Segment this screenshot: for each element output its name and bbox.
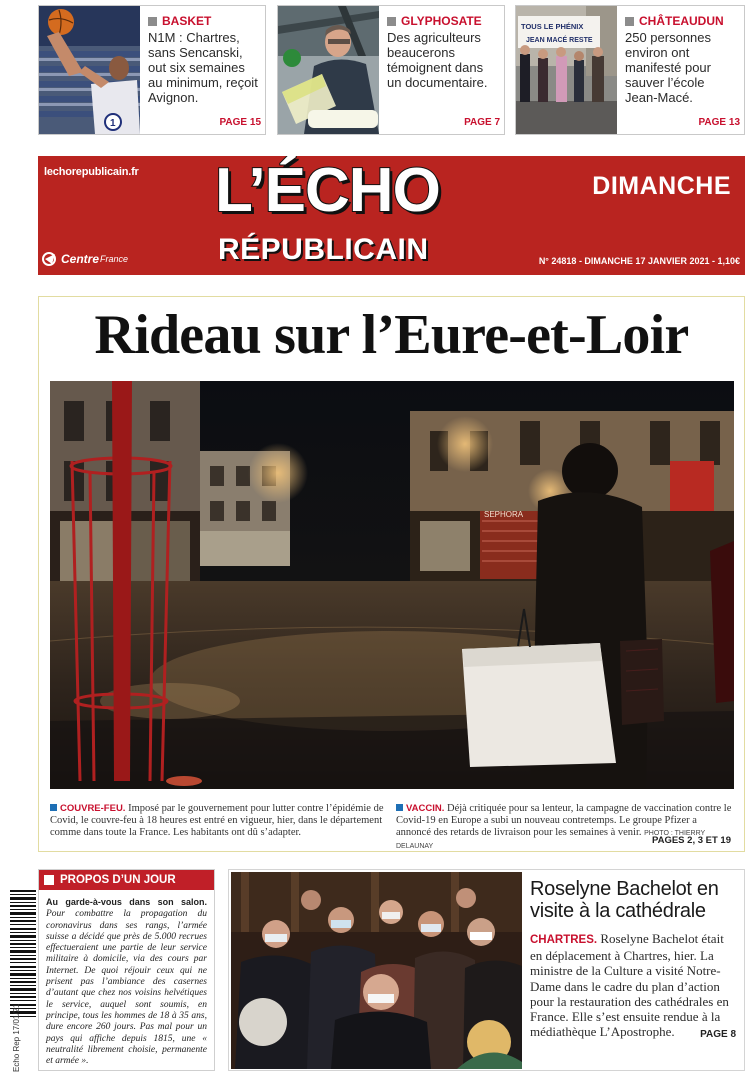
caption-curfew: COUVRE-FEU. Imposé par le gouvernement pour lutter contre l’épidémie de Covid, le couvre-feu à 18 heures est entré en vigueur, hier, dans le département comme dans toute la France. Les habitants ont dû s’adapter. bbox=[50, 803, 384, 838]
shop-sign: SEPHORA bbox=[484, 510, 524, 519]
teaser-body: 250 personnes environ ont manifesté pour sauver l’école Jean-Macé. bbox=[625, 30, 712, 105]
bachelot-body bbox=[530, 931, 736, 1039]
teaser-kicker: GLYPHOSATE bbox=[387, 14, 498, 28]
kicker-square-icon bbox=[148, 17, 157, 26]
barcode-text: Echo Rep 17/01/21 bbox=[12, 1003, 21, 1072]
protest-photo bbox=[516, 6, 617, 134]
teaser-glyphosate[interactable] bbox=[277, 5, 505, 135]
teaser-basket[interactable] bbox=[38, 5, 266, 135]
protest-sign-line2: JEAN MACÉ RESTE bbox=[526, 37, 593, 44]
centre-france-logo: Centre France bbox=[42, 252, 128, 266]
newspaper-logo-subtitle: RÉPUBLICAIN bbox=[218, 233, 429, 266]
main-headline[interactable]: Rideau sur l’Eure-et-Loir bbox=[94, 304, 689, 366]
bachelot-page-ref[interactable]: PAGE 8 bbox=[700, 1029, 736, 1041]
teaser-body: Des agriculteurs beaucerons témoignent dans un documentaire. bbox=[387, 30, 488, 90]
propos-dun-jour-box[interactable] bbox=[38, 869, 215, 1071]
bachelot-paragraph: Roselyne Bachelot était en déplacement à Chartres, hier. La ministre de la Culture a visité Notre-Dame dans le cadre du plan d’action pour la restauration des cathédrales en France. Elle s’est ensuite rendue à la médiathèque L’Apostrophe. bbox=[530, 931, 729, 1040]
propos-lead: Au garde-à-vous dans son salon. bbox=[46, 897, 207, 907]
teaser-page-ref[interactable]: PAGE 13 bbox=[698, 117, 740, 128]
teaser-page-ref[interactable]: PAGE 7 bbox=[464, 117, 500, 128]
caption-square-icon bbox=[396, 804, 403, 811]
teaser-body: N1M : Chartres, sans Sencanski, out six semaines au minimum, reçoit Avignon. bbox=[148, 30, 258, 105]
header-square-icon bbox=[44, 875, 54, 885]
propos-body: Pour combattre la propagation du coronavirus dans ses rangs, l’armée suisse a décidé que près de 5.000 recrues effectueraient une partie de leur service militaire à domicile, via des cours par Internet. De quoi réjouir ceux qui ne prisent pas l’ambiance des casernes d’autant que chez nos voisins helvétiques le service, auquel sont soumis, en principe, tous les hommes de 18 à 35 ans, dure encore 260 jours. Pas mal pour un pays qui affiche depuis 1815, une « neutralité librement choisie, permanente et armée ». bbox=[46, 909, 207, 1067]
caption-vaccine: VACCIN. Déjà critiquée pour sa lenteur, la campagne de vaccination contre le Covid-19 en Europe a subi un nouveau contretemps. Le groupe Pfizer a annoncé des retards de livraison pour les semaines à venir. PHOTO : THIERRY DELAUNAY bbox=[396, 803, 732, 850]
caption-square-icon bbox=[50, 804, 57, 811]
night-street-photo bbox=[50, 381, 734, 789]
bachelot-city: CHARTRES. bbox=[530, 934, 598, 946]
website-url[interactable]: lechorepublicain.fr bbox=[44, 166, 139, 178]
teaser-kicker: CHÂTEAUDUN bbox=[625, 14, 738, 28]
photo-credit: PHOTO : THIERRY DELAUNAY bbox=[396, 830, 706, 850]
kicker-square-icon bbox=[625, 17, 634, 26]
masthead bbox=[38, 156, 745, 275]
propos-title: PROPOS D’UN JOUR bbox=[60, 874, 176, 886]
main-story[interactable] bbox=[38, 296, 745, 852]
newspaper-logo-title: L’ÉCHO bbox=[215, 156, 440, 225]
cathedral-visit-photo bbox=[231, 872, 522, 1069]
bachelot-story[interactable] bbox=[228, 869, 745, 1071]
kicker-square-icon bbox=[387, 17, 396, 26]
main-page-ref[interactable]: PAGES 2, 3 ET 19 bbox=[651, 835, 731, 846]
centre-france-icon bbox=[42, 252, 58, 266]
propos-header bbox=[39, 870, 214, 890]
bachelot-text bbox=[530, 878, 736, 1064]
farmer-photo bbox=[278, 6, 379, 134]
teaser-kicker: BASKET bbox=[148, 14, 259, 28]
svg-text:1: 1 bbox=[110, 118, 116, 129]
basketball-player-photo bbox=[39, 6, 140, 134]
propos-text bbox=[46, 897, 207, 1067]
barcode bbox=[9, 888, 37, 1074]
teaser-page-ref[interactable]: PAGE 15 bbox=[219, 117, 261, 128]
bachelot-headline[interactable]: Roselyne Bachelot en visite à la cathédrale bbox=[530, 878, 719, 922]
protest-sign-line1: TOUS LE PHÉNIX bbox=[521, 22, 584, 31]
teaser-chateaudun[interactable] bbox=[515, 5, 745, 135]
edition-day: DIMANCHE bbox=[592, 172, 731, 200]
issue-info: N° 24818 - DIMANCHE 17 JANVIER 2021 - 1,10€ bbox=[538, 256, 740, 266]
